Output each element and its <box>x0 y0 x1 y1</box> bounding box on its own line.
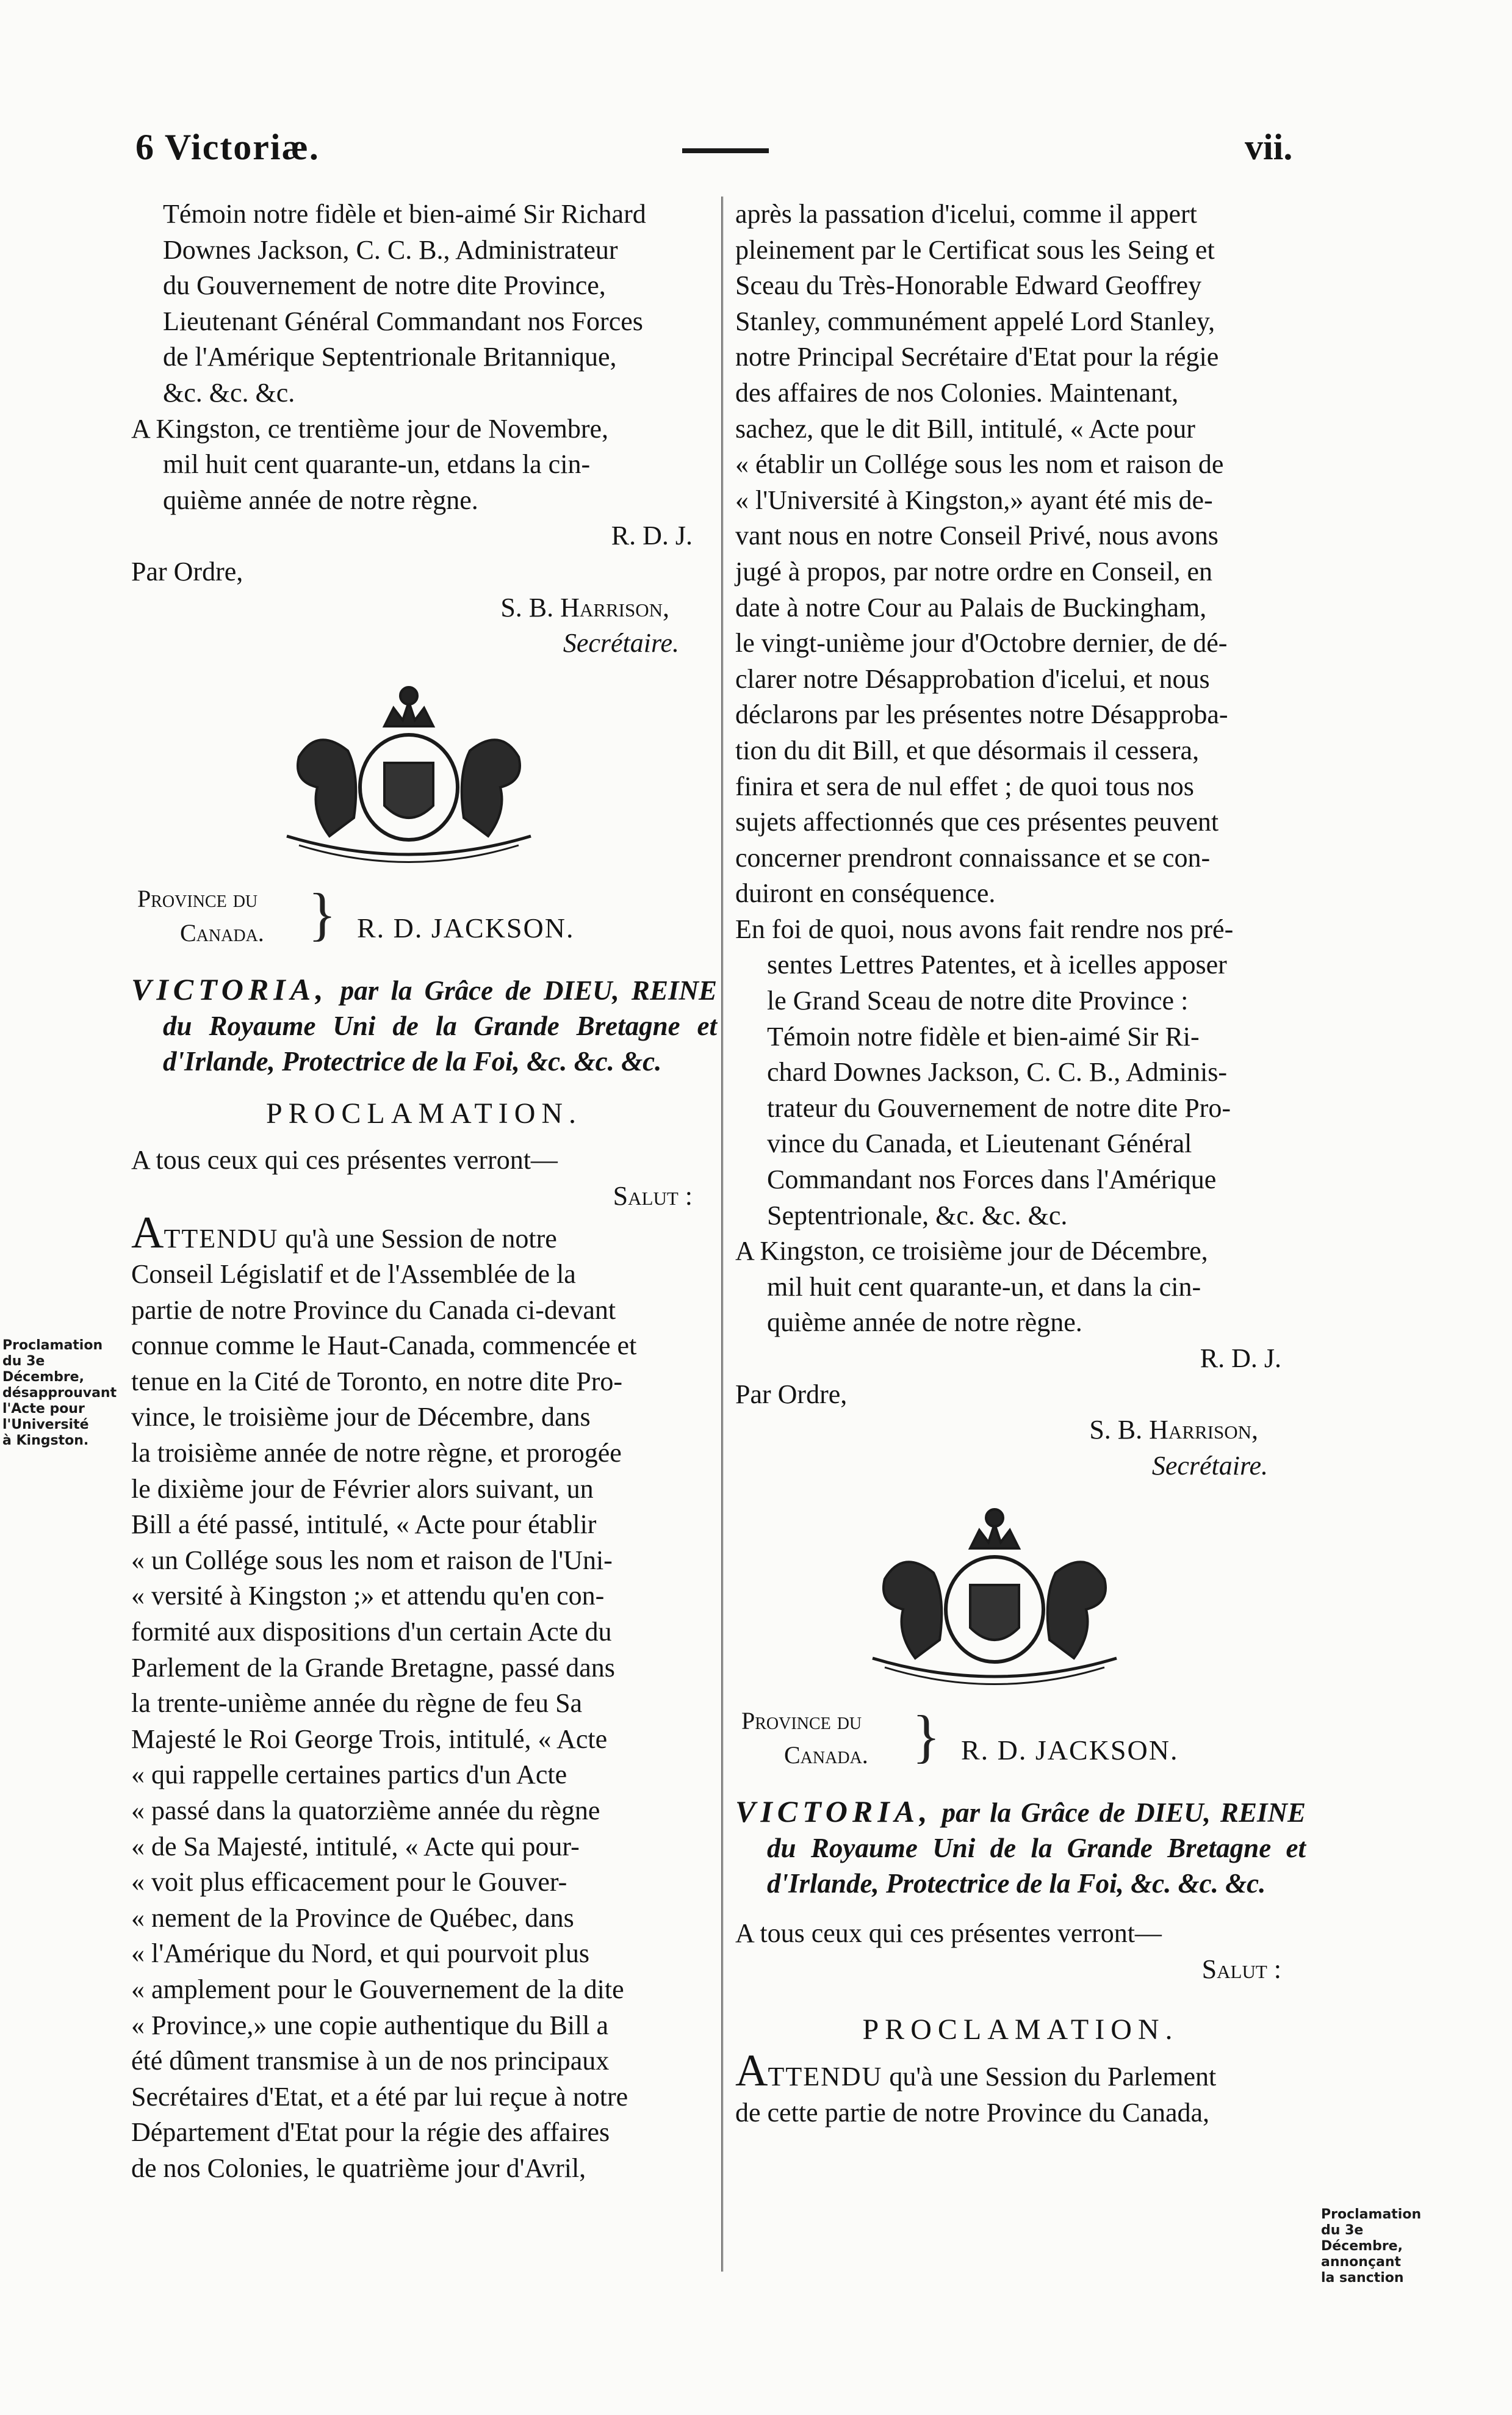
brace-icon: } <box>912 1703 941 1769</box>
par-ordre: Par Ordre, <box>131 556 243 587</box>
left-column <box>131 197 717 2187</box>
right-witness-paragraph <box>735 912 1306 1233</box>
text-line: de nos Colonies, le quatrième jour d'Avril, <box>131 2153 586 2183</box>
text-line: la troisième année de notre règne, et prorogée <box>131 1438 622 1468</box>
initials: R. D. J. <box>1200 1343 1281 1373</box>
text-line: Conseil Législatif et de l'Assemblée de la <box>131 1259 576 1290</box>
signature-title: Secrétaire. <box>563 628 679 659</box>
text-line: chard Downes Jackson, C. C. B., Adminis- <box>767 1057 1228 1088</box>
text-line: « établir un Collége sous les nom et raison de <box>735 449 1224 480</box>
text-line: « qui rappelle certaines partics d'un Acte <box>131 1760 567 1790</box>
text-line: Bill a été passé, intitulé, « Acte pour établir <box>131 1509 597 1540</box>
text-line: Sceau du Très-Honorable Edward Geoffrey <box>735 270 1202 301</box>
salutation: Salut : <box>1201 1954 1281 1984</box>
text-line: Parlement de la Grande Bretagne, passé dans <box>131 1652 615 1683</box>
salutation: Salut : <box>613 1180 693 1211</box>
proclamation-body <box>131 1207 717 2187</box>
province-name: Canada. <box>784 1741 868 1769</box>
text-line: Downes Jackson, C. C. B., Administrateur <box>163 234 618 265</box>
text-line: sentes Lettres Patentes, et à icelles apposer <box>767 950 1227 980</box>
header-rule <box>682 148 769 153</box>
text-line: Majesté le Roi George Trois, intitulé, « Acte <box>131 1724 608 1754</box>
text-line: « l'Amérique du Nord, et qui pourvoit plus <box>131 1938 589 1969</box>
text-line: sachez, que le dit Bill, intitulé, « Acte pour <box>735 413 1195 444</box>
left-dateline <box>131 411 717 519</box>
text-line: tion du dit Bill, et que désormais il cessera, <box>735 735 1200 765</box>
royal-titles: par la Grâce de DIEU, REINE du Royaume Uni de la Grande Bretagne et d'Irlande, Protectrice de la Foi, &c. &c. &c. <box>163 975 717 1077</box>
text-line: Lieutenant Général Commandant nos Forces <box>163 306 643 336</box>
text-line: « amplement pour le Gouvernement de la dite <box>131 1974 624 2004</box>
text-line: sujets affectionnés que ces présentes peuvent <box>735 807 1219 837</box>
right-dateline <box>735 1233 1306 1341</box>
text-line: formité aux dispositions d'un certain Acte du <box>131 1617 612 1647</box>
text-line: le vingt-unième jour d'Octobre dernier, de dé- <box>735 628 1228 659</box>
signature-title: Secrétaire. <box>1151 1450 1268 1481</box>
text-line: vant nous en notre Conseil Privé, nous avons <box>735 521 1219 551</box>
province-label: Province du <box>137 884 258 912</box>
text-line: A Kingston, ce troisième jour de Décembre, <box>735 1236 1208 1266</box>
text-line: En foi de quoi, nous avons fait rendre nos pré- <box>735 914 1234 944</box>
text-line: Témoin notre fidèle et bien-aimé Sir Richard <box>163 199 646 229</box>
text-line: Septentrionale, &c. &c. &c. <box>767 1200 1068 1230</box>
text-line: Département d'Etat pour la régie des affaires <box>131 2117 610 2148</box>
text-line: « passé dans la quatorzième année du règne <box>131 1796 600 1825</box>
text-line: du Gouvernement de notre dite Province, <box>163 270 606 301</box>
proclamation-title: PROCLAMATION. <box>265 1097 583 1130</box>
text-line: Stanley, communément appelé Lord Stanley, <box>735 306 1215 336</box>
text-line: le Grand Sceau de notre dite Province : <box>767 986 1189 1016</box>
text-line: mil huit cent quarante-un, etdans la cin- <box>163 449 591 480</box>
text-line: des affaires de nos Colonies. Maintenant, <box>735 377 1179 408</box>
text-line: Témoin notre fidèle et bien-aimé Sir Ri- <box>767 1021 1200 1052</box>
text-line: « un Collége sous les nom et raison de l'Uni- <box>131 1545 613 1575</box>
province-heading <box>735 1703 1306 1781</box>
left-margin-note: Proclamation du 3e Décembre, désapprouvant l'Acte pour l'Université à Kingston. <box>2 1338 117 1448</box>
text-line: Commandant nos Forces dans l'Amérique <box>767 1164 1217 1195</box>
right-margin-note: Proclamation du 3e Décembre, annonçant la sanction <box>1321 2207 1422 2286</box>
right-column <box>735 197 1306 2131</box>
text-line: notre Principal Secrétaire d'Etat pour la régie <box>735 342 1219 372</box>
text-line: jugé à propos, par notre ordre en Conseil, en <box>735 556 1212 587</box>
text-line: été dûment transmise à un de nos principaux <box>131 2046 610 2076</box>
text-line: de cette partie de notre Province du Canada, <box>735 2097 1210 2128</box>
province-heading <box>131 881 717 959</box>
left-witness-paragraph <box>131 197 717 411</box>
running-title: 6 Victoriæ. <box>135 127 320 167</box>
text-line: tenue en la Cité de Toronto, en notre dite Pro- <box>131 1366 622 1396</box>
text-line: déclarons par les présentes notre Désapproba- <box>735 699 1228 730</box>
text-line: clarer notre Désapprobation d'icelui, et nous <box>735 663 1210 694</box>
royal-coat-of-arms-icon <box>848 1506 1141 1689</box>
text-line: quième année de notre règne. <box>767 1307 1082 1338</box>
text-line: « l'Université à Kingston,» ayant été mis de- <box>735 485 1213 515</box>
royal-coat-of-arms-icon <box>262 684 555 867</box>
governor-name: R. D. JACKSON. <box>357 912 575 944</box>
text-line: &c. &c. &c. <box>163 377 295 408</box>
province-name: Canada. <box>180 919 264 947</box>
right-continuation-paragraph <box>735 197 1306 912</box>
text-line: « de Sa Majesté, intitulé, « Acte qui pour- <box>131 1831 580 1861</box>
text-line: duiront en conséquence. <box>735 878 996 909</box>
page-header <box>0 119 1512 180</box>
address-line: A tous ceux qui ces présentes verront— <box>131 1145 558 1175</box>
text-line: pleinement par le Certificat sous les Seing et <box>735 234 1215 265</box>
proclamation-title: PROCLAMATION. <box>862 2013 1179 2046</box>
governor-name: R. D. JACKSON. <box>961 1735 1179 1766</box>
initials: R. D. J. <box>611 521 693 551</box>
royal-titles: par la Grâce de DIEU, REINE du Royaume Uni de la Grande Bretagne et d'Irlande, Protectrice de la Foi, &c. &c. &c. <box>767 1797 1306 1899</box>
text-line: « voit plus efficacement pour le Gouver- <box>131 1867 567 1897</box>
par-ordre: Par Ordre, <box>735 1379 848 1409</box>
text-line: la trente-unième année du règne de feu Sa <box>131 1688 583 1719</box>
text-line: le dixième jour de Février alors suivant, un <box>131 1473 594 1504</box>
address-line: A tous ceux qui ces présentes verront— <box>735 1918 1162 1949</box>
province-label: Province du <box>741 1707 862 1735</box>
text-line: concerner prendront connaissance et se con- <box>735 842 1211 873</box>
page-number: vii. <box>1245 127 1293 167</box>
text-line: partie de notre Province du Canada ci-devant <box>131 1294 616 1325</box>
text-line: qu'à une Session du Parlement <box>882 2062 1217 2092</box>
signature-name: S. B. Harrison, <box>1089 1415 1258 1445</box>
text-line: date à notre Cour au Palais de Buckingham, <box>735 592 1207 623</box>
text-line: après la passation d'icelui, comme il appert <box>735 199 1197 229</box>
text-line: « versité à Kingston ;» et attendu qu'en con- <box>131 1581 605 1611</box>
text-line: « nement de la Province de Québec, dans <box>131 1902 574 1933</box>
text-line: vince du Canada, et Lieutenant Général <box>767 1128 1192 1159</box>
royal-name: VICTORIA, <box>131 972 328 1006</box>
first-word: TTENDU <box>164 1223 279 1254</box>
royal-style <box>735 1794 1306 1901</box>
royal-name: VICTORIA, <box>735 1794 932 1829</box>
text-line: trateur du Gouvernement de notre dite Pro- <box>767 1092 1231 1123</box>
text-line: quième année de notre règne. <box>163 485 478 515</box>
text-line: finira et sera de nul effet ; de quoi tous nos <box>735 771 1194 801</box>
text-line: mil huit cent quarante-un, et dans la cin- <box>767 1271 1201 1302</box>
text-line: « Province,» une copie authentique du Bill a <box>131 2010 609 2040</box>
first-word: TTENDU <box>768 2062 883 2092</box>
text-line: connue comme le Haut-Canada, commencée et <box>131 1330 637 1361</box>
text-line: A Kingston, ce trentième jour de Novembre, <box>131 413 609 444</box>
text-line: de l'Amérique Septentrionale Britannique, <box>163 342 617 372</box>
royal-style <box>131 972 717 1079</box>
text-line: vince, le troisième jour de Décembre, dans <box>131 1402 591 1432</box>
drop-cap: A <box>131 1207 164 1258</box>
column-divider <box>721 197 725 2272</box>
proclamation-body <box>735 2046 1306 2131</box>
text-line: Secrétaires d'Etat, et a été par lui reçue à notre <box>131 2081 628 2112</box>
signature-name: S. B. Harrison, <box>500 592 669 623</box>
drop-cap: A <box>735 2046 768 2096</box>
brace-icon: } <box>308 881 337 947</box>
text-line: qu'à une Session de notre <box>278 1223 557 1254</box>
